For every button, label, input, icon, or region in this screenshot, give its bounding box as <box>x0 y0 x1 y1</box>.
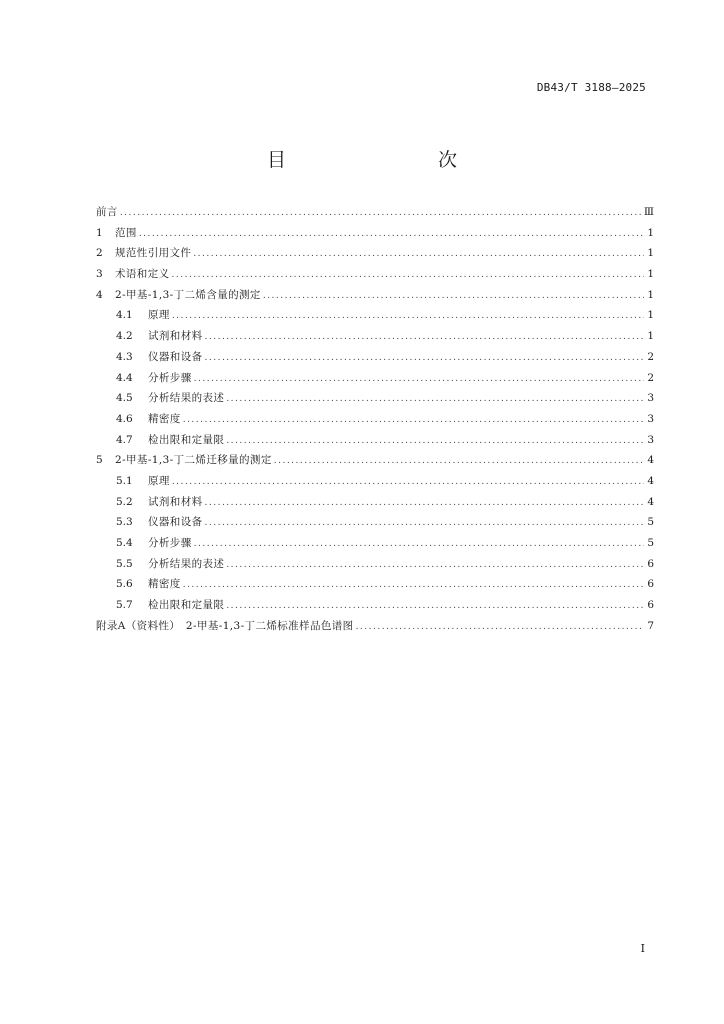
toc-entry-4-3[interactable] <box>96 349 654 370</box>
toc-page-number: 1 <box>647 309 654 322</box>
toc-entry-title: 规范性引用文件 <box>115 247 192 260</box>
toc-entry-5-5[interactable] <box>96 556 654 577</box>
toc-entry-number: 5.7 <box>116 599 133 612</box>
dot-leader <box>183 415 644 425</box>
toc-entry-title: 仪器和设备 <box>148 350 203 363</box>
toc-entry-foreword[interactable] <box>96 204 654 225</box>
toc-entry-title: 2-甲基-1,3-丁二烯迁移量的测定 <box>115 454 272 467</box>
toc-entry-3[interactable] <box>96 266 654 287</box>
toc-entry-title: 前言 <box>96 206 118 218</box>
toc-entry-title: 分析结果的表述 <box>148 557 225 570</box>
toc-page-number: 1 <box>647 226 654 239</box>
toc-page-number: 1 <box>647 288 654 301</box>
toc-entry-number: 5.6 <box>116 578 133 591</box>
toc-entry-title: 附录A（资料性） 2-甲基-1,3-丁二烯标准样品色谱图 <box>96 619 354 632</box>
toc-page-number: 5 <box>647 537 654 549</box>
dot-leader <box>120 208 642 218</box>
toc-page-number: 4 <box>647 454 654 467</box>
dot-leader <box>172 270 645 280</box>
toc-page-number: 1 <box>647 247 654 260</box>
dot-leader <box>194 539 644 549</box>
toc-entry-title: 原理 <box>148 309 170 322</box>
dot-leader <box>205 498 645 508</box>
toc-entry-4-5[interactable] <box>96 390 654 411</box>
toc-entry-number: 2 <box>96 247 103 260</box>
dot-leader <box>205 518 645 528</box>
toc-entry-5-3[interactable] <box>96 514 654 535</box>
toc-entry-number: 5 <box>96 454 103 467</box>
toc-entry-title: 试剂和材料 <box>148 330 203 343</box>
dot-leader <box>205 353 645 363</box>
toc-entry-number: 4.3 <box>116 350 133 363</box>
toc-entry-4-2[interactable] <box>96 328 654 349</box>
toc-entry-1[interactable] <box>96 225 654 246</box>
toc-page-number: 4 <box>647 474 654 487</box>
toc-page-number: 6 <box>647 599 654 612</box>
toc-entry-5-7[interactable] <box>96 597 654 618</box>
toc-entry-title: 范围 <box>115 226 137 239</box>
toc-entry-number: 5.1 <box>116 474 133 487</box>
toc-entry-2[interactable] <box>96 245 654 266</box>
toc-entry-4[interactable] <box>96 287 654 308</box>
toc-entry-number: 4.6 <box>116 412 133 425</box>
toc-entry-title: 精密度 <box>148 412 181 425</box>
toc-entry-title: 原理 <box>148 474 170 487</box>
toc-page-number: 6 <box>647 557 654 570</box>
toc-entry-5[interactable] <box>96 452 654 473</box>
dot-leader <box>205 332 645 342</box>
toc-page-number: 7 <box>647 619 654 632</box>
toc-entry-appendix-a[interactable] <box>96 618 654 639</box>
toc-entry-number: 4.2 <box>116 330 133 343</box>
toc-entry-number: 5.5 <box>116 557 133 570</box>
dot-leader <box>226 394 644 404</box>
toc-entry-title: 检出限和定量限 <box>148 599 225 612</box>
toc-entry-4-1[interactable] <box>96 307 654 328</box>
toc-page-number: Ⅲ <box>643 206 654 218</box>
page-title: 目 次 <box>266 149 495 171</box>
dot-leader <box>139 229 644 239</box>
dot-leader <box>274 456 644 466</box>
toc-entry-number: 5.4 <box>116 537 133 549</box>
toc-entry-5-4[interactable] <box>96 535 654 556</box>
toc-entry-4-7[interactable] <box>96 432 654 453</box>
toc-page-number: 6 <box>647 578 654 591</box>
toc-entry-4-6[interactable] <box>96 411 654 432</box>
toc-entry-title: 检出限和定量限 <box>148 433 225 446</box>
toc-page-number: 1 <box>647 268 654 281</box>
toc-entry-title: 试剂和材料 <box>148 495 203 508</box>
toc-entry-title: 分析结果的表述 <box>148 392 225 405</box>
dot-leader <box>226 436 644 446</box>
dot-leader <box>172 477 644 487</box>
dot-leader <box>263 291 644 301</box>
dot-leader <box>172 311 644 321</box>
toc-entry-title: 精密度 <box>148 578 181 591</box>
toc-page-number: 3 <box>647 412 654 425</box>
toc-entry-title: 2-甲基-1,3-丁二烯含量的测定 <box>115 288 261 301</box>
toc-entry-5-1[interactable] <box>96 473 654 494</box>
toc-entry-title: 分析步骤 <box>148 371 192 384</box>
toc-entry-number: 5.2 <box>116 495 133 508</box>
toc-page-number: 4 <box>647 495 654 508</box>
toc-entry-number: 4 <box>96 288 103 301</box>
toc-entry-number: 1 <box>96 226 103 239</box>
dot-leader <box>226 560 644 570</box>
page-number: I <box>640 942 645 955</box>
toc-entry-number: 3 <box>96 268 103 281</box>
toc-entry-number: 4.1 <box>116 309 133 322</box>
toc-entry-title: 仪器和设备 <box>148 516 203 529</box>
toc-entry-title: 分析步骤 <box>148 537 192 549</box>
toc-entry-number: 4.5 <box>116 392 133 405</box>
toc-entry-5-6[interactable] <box>96 576 654 597</box>
dot-leader <box>193 249 644 259</box>
toc-entry-5-2[interactable] <box>96 494 654 515</box>
toc-entry-number: 4.4 <box>116 371 133 384</box>
toc-entry-title: 术语和定义 <box>115 268 170 281</box>
toc-entry-4-4[interactable] <box>96 370 654 391</box>
toc-page-number: 1 <box>647 330 654 343</box>
table-of-contents <box>96 204 654 638</box>
toc-page-number: 3 <box>647 433 654 446</box>
toc-page-number: 2 <box>647 371 654 384</box>
toc-page-number: 3 <box>647 392 654 405</box>
standard-number: DB43/T 3188—2025 <box>536 81 646 94</box>
dot-leader <box>226 601 644 611</box>
toc-entry-number: 5.3 <box>116 516 133 529</box>
dot-leader <box>183 580 644 590</box>
toc-page-number: 5 <box>647 516 654 529</box>
dot-leader <box>194 374 644 384</box>
toc-entry-number: 4.7 <box>116 433 133 446</box>
dot-leader <box>356 622 644 632</box>
toc-page-number: 2 <box>647 350 654 363</box>
